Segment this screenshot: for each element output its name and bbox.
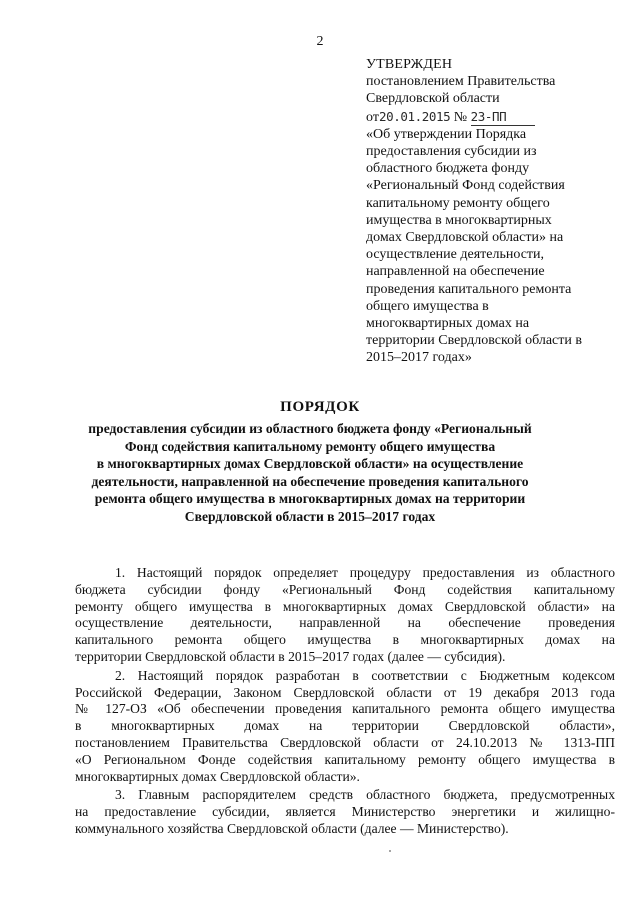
approval-line-5: областного бюджета фонду <box>366 161 530 177</box>
paragraph-line: ремонту общего имущества в многоквартирных домах Свердловской области» на <box>75 598 615 614</box>
paragraph-line: Российской Федерации, Законом Свердловской области от 19 декабря 2013 года <box>75 684 615 700</box>
approval-line-8: имущества в многоквартирных <box>366 212 552 228</box>
approval-line-6: «Региональный Фонд содействия <box>366 178 565 194</box>
approval-line-9: домах Свердловской области» на <box>366 230 564 246</box>
paragraph-3 <box>75 787 615 837</box>
approval-line-16: 2015–2017 годах» <box>366 350 472 366</box>
approval-line-7: капитальному ремонту общего <box>366 195 550 211</box>
scan-artifact <box>389 850 391 852</box>
paragraph-line: постановлением Правительства Свердловской области от 24.10.2013 № 1313-ПП <box>75 734 615 750</box>
subtitle-line: деятельности, направленной на обеспечение проведения капитального <box>91 473 529 489</box>
approval-block <box>366 56 616 367</box>
approval-line-10: осуществление деятельности, <box>366 247 545 263</box>
approval-line-11: направленной на обеспечение <box>366 264 545 280</box>
approval-line-3: «Об утверждении Порядка <box>366 126 527 142</box>
paragraph-line: в многоквартирных домах на территории Свердловской области», <box>75 718 615 734</box>
paragraph-line: бюджета субсидии фонду «Региональный Фонд содействия капитальному <box>75 581 615 597</box>
paragraph-line: капитального ремонта общего имущества в многоквартирных домах на <box>75 632 615 648</box>
subtitle-line: предоставления субсидии из областного бюджета фонду «Региональный <box>88 421 532 436</box>
number-prefix: № <box>453 109 468 125</box>
approval-heading: УТВЕРЖДЕН <box>366 57 453 72</box>
subtitle-line: ремонта общего имущества в многоквартирных домах на территории <box>94 491 526 507</box>
document-title: ПОРЯДОК <box>280 399 360 415</box>
approval-line-4: предоставления субсидии из <box>366 144 537 160</box>
paragraph-line: на предоставление субсидии, является Министерство энергетики и жилищно- <box>75 804 615 820</box>
approval-line-15: территории Свердловской области в <box>366 333 582 349</box>
paragraph-line: 2. Настоящий порядок разработан в соответствии с Бюджетным кодексом <box>115 667 615 683</box>
paragraph-2 <box>75 668 615 786</box>
date-value: 20.01.2015 <box>378 108 451 124</box>
number-value: 23-ПП <box>471 108 535 126</box>
paragraph-1 <box>75 565 615 666</box>
subtitle-line: Свердловской области в 2015–2017 годах <box>184 508 436 524</box>
approval-line-1: постановлением Правительства <box>366 74 556 90</box>
body-text <box>75 565 615 840</box>
approval-line-2: Свердловской области <box>366 91 500 107</box>
paragraph-line: «О Региональном Фонде содействия капитальному ремонту общего имущества в <box>75 751 615 767</box>
page-number: 2 <box>316 34 324 49</box>
subtitle-line: Фонд содействия капитальному ремонту общего имущества <box>124 438 496 454</box>
paragraph-line: многоквартирных домах Свердловской области». <box>75 768 360 784</box>
paragraph-line: коммунального хозяйства Свердловской области (далее — Министерство). <box>75 820 509 836</box>
paragraph-line: 3. Главным распорядителем средств областного бюджета, предусмотренных <box>115 787 615 803</box>
subtitle-line: в многоквартирных домах Свердловской области» на осуществление <box>96 456 524 472</box>
paragraph-line: территории Свердловской области в 2015–2017 годах (далее — субсидия). <box>75 648 506 664</box>
paragraph-line: 1. Настоящий порядок определяет процедуру предоставления из областного <box>115 565 615 580</box>
paragraph-line: осуществление деятельности, направленной на обеспечение проведения <box>75 615 615 631</box>
approval-line-13: общего имущества в <box>366 298 489 314</box>
approval-date-line <box>366 108 616 126</box>
approval-line-12: проведения капитального ремонта <box>366 281 572 297</box>
document-subtitle <box>80 420 540 526</box>
date-prefix: от <box>366 109 379 125</box>
paragraph-line: № 127-ОЗ «Об обеспечении проведения капитального ремонта общего имущества <box>75 701 615 717</box>
approval-line-14: многоквартирных домах на <box>366 316 530 332</box>
